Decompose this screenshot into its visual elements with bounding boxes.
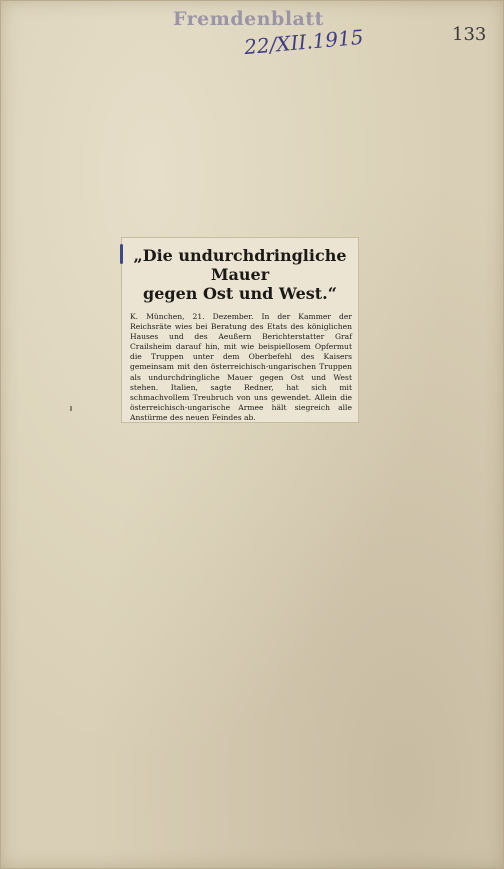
- headline-line-1: „Die undurchdringliche Mauer: [133, 246, 347, 284]
- handwritten-date: 22/XII.1915: [243, 24, 365, 60]
- clipping-body: K. München, 21. Dezember. In der Kammer der Reichsräte wies bei Beratung des Etats des königlichen Hauses und des Aeußern Berichterstatter Graf Crailsheim darauf hin, mit wie beispiellosem Opfermut die Truppen unter dem Oberbefehl des Kaisers gemeinsam mit den österreichisch-ungarischen Truppen als undurchdringliche Mauer gegen Ost und West stehen. Italien, sagte Redner, hat sich mit schmachvollem Treubruch von uns gewendet. Allein die österreichisch-ungarische Armee hält siegreich alle Anstürme des neuen Feindes ab.: [130, 312, 352, 422]
- margin-mark: [70, 406, 72, 411]
- page-number: 133: [452, 24, 487, 45]
- clipping-headline: [122, 238, 358, 303]
- pencil-mark: [120, 244, 123, 264]
- newspaper-stamp: Fremdenblatt: [173, 8, 324, 30]
- headline-line-2: gegen Ost und West.“: [143, 284, 337, 303]
- newspaper-clipping: [122, 238, 358, 422]
